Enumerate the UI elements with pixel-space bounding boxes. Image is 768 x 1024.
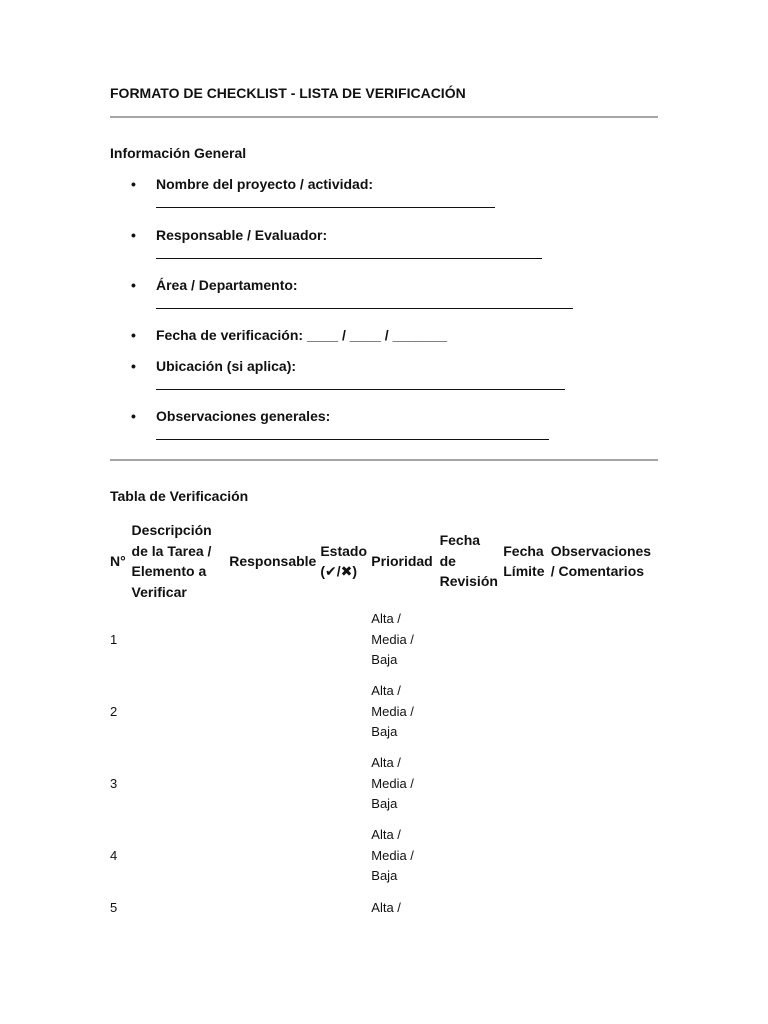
cell-description[interactable] [132,676,230,748]
fill-in-line[interactable] [156,427,549,440]
general-info-heading: Información General [110,145,247,161]
cell-observations[interactable] [551,604,658,676]
cell-responsible[interactable] [229,748,320,820]
cell-observations[interactable] [551,748,658,820]
info-item-label: Observaciones generales: [156,408,331,424]
col-header-review-date: Fecha de Revisión [439,532,498,590]
col-header-priority: Prioridad [371,552,433,569]
fill-in-line[interactable] [156,246,542,259]
document-title: FORMATO DE CHECKLIST - LISTA DE VERIFICACIÓN [110,85,466,101]
cell-deadline[interactable] [503,676,550,748]
bullet-icon: • [131,176,136,192]
info-item-label: Responsable / Evaluador: [156,227,328,243]
verification-table-heading: Tabla de Verificación [110,488,249,504]
cell-observations[interactable] [551,820,658,892]
cell-responsible[interactable] [229,892,320,970]
cell-responsible[interactable] [229,676,320,748]
cell-review-date[interactable] [440,676,504,748]
cell-observations[interactable] [551,892,658,970]
bullet-icon: • [131,358,136,374]
cell-description[interactable] [132,604,230,676]
cell-priority: Alta / Media / Baja [371,755,414,812]
table-row [110,604,658,676]
cell-priority: Alta / [371,900,401,915]
info-item-label: Ubicación (si aplica): [156,358,297,374]
cell-deadline[interactable] [503,820,550,892]
cell-description[interactable] [132,748,230,820]
document-page [110,0,658,1024]
cell-review-date[interactable] [440,892,504,970]
fill-in-line[interactable] [156,377,565,390]
table-row [110,748,658,820]
col-header-observations: Observaciones / Comentarios [550,542,652,579]
verification-table [110,518,658,970]
cell-review-date[interactable] [440,748,504,820]
cell-deadline[interactable] [503,748,550,820]
bullet-icon: • [131,277,136,293]
bullet-icon: • [131,327,136,343]
fill-in-line[interactable] [156,195,495,208]
table-row [110,820,658,892]
table-row [110,676,658,748]
cell-responsible[interactable] [229,820,320,892]
row-number: 5 [110,900,118,915]
divider [110,116,658,118]
col-header-number: N° [110,552,126,569]
cell-status[interactable] [320,892,371,970]
col-header-status: Estado (✔/✖) [320,542,368,579]
col-header-description: Descripción de la Tarea / Elemento a Verificar [131,522,212,600]
table-row [110,892,658,970]
col-header-responsible: Responsable [229,552,317,569]
bullet-icon: • [131,227,136,243]
cell-review-date[interactable] [440,820,504,892]
cell-priority: Alta / Media / Baja [371,683,414,740]
fill-in-line[interactable] [156,296,573,309]
cell-description[interactable] [132,820,230,892]
cell-description[interactable] [132,892,230,970]
info-item-label: Área / Departamento: [156,277,298,293]
cell-deadline[interactable] [503,892,550,970]
cell-responsible[interactable] [229,604,320,676]
col-header-deadline: Fecha Límite [503,542,545,579]
bullet-icon: • [131,408,136,424]
cell-status[interactable] [320,676,371,748]
cell-status[interactable] [320,820,371,892]
row-number: 1 [110,631,118,647]
cell-observations[interactable] [551,676,658,748]
table-header-row [110,518,658,604]
row-number: 2 [110,703,118,719]
cell-priority: Alta / Media / Baja [371,611,414,668]
cell-review-date[interactable] [440,604,504,676]
divider [110,459,658,461]
cell-status[interactable] [320,604,371,676]
cell-priority: Alta / Media / Baja [371,827,414,884]
cell-deadline[interactable] [503,604,550,676]
info-item-label: Fecha de verificación: ____ / ____ / _______ [156,327,448,343]
row-number: 4 [110,847,118,863]
info-item-label: Nombre del proyecto / actividad: [156,176,374,192]
cell-status[interactable] [320,748,371,820]
row-number: 3 [110,775,118,791]
